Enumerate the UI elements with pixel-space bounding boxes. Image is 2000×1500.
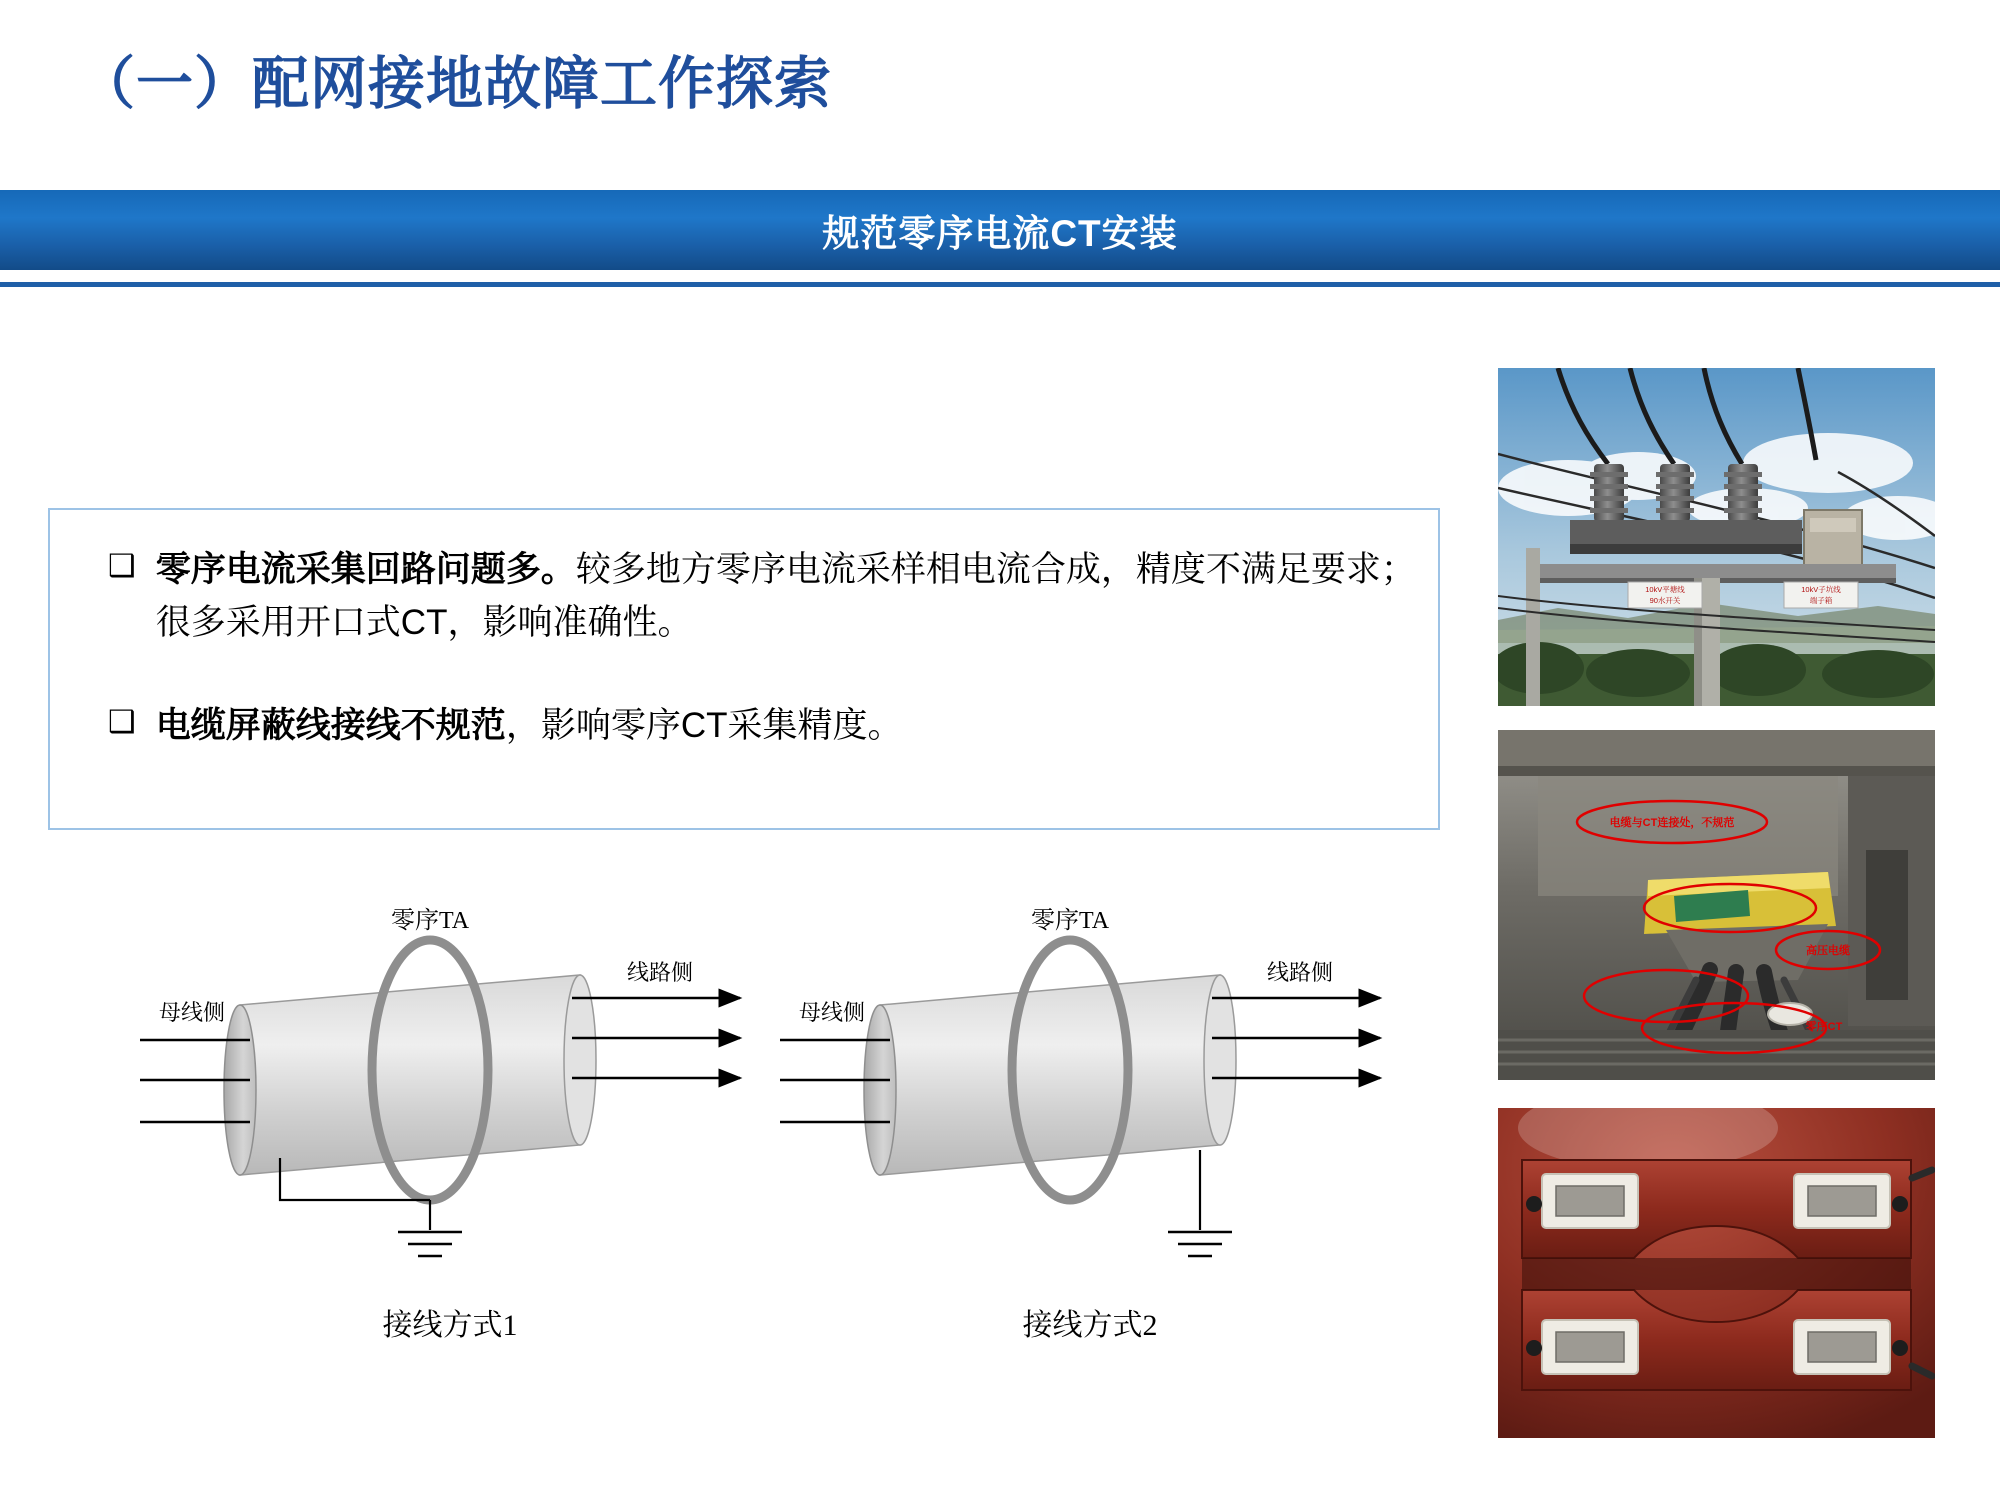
line-side-arrows	[1212, 998, 1380, 1078]
bullet-item-1	[108, 544, 1418, 649]
bullet-text-2	[156, 700, 903, 753]
svg-text:高压电缆: 高压电缆	[1806, 945, 1850, 957]
diagram-caption-2: 接线方式2	[1022, 1309, 1158, 1342]
svg-text:零序CT: 零序CT	[1805, 1021, 1843, 1033]
bullet-item-2	[108, 700, 1418, 753]
bullet-marker-icon: ❑	[108, 548, 136, 584]
bullet-text-1	[156, 544, 1418, 649]
ct-label-2: 零序TA	[1030, 908, 1110, 934]
cable-termination-cabinet-photo	[1498, 730, 1935, 1080]
wiring-diagram-1	[140, 900, 760, 1360]
svg-text:90水开关: 90水开关	[1649, 596, 1681, 605]
cable-body	[224, 975, 596, 1175]
bullet-panel	[48, 508, 1440, 830]
bullet-text-2-strong: 电缆屏蔽线接线不规范	[155, 706, 506, 745]
svg-text:10kV平塘线: 10kV平塘线	[1645, 585, 1685, 594]
diagram-area	[60, 900, 1450, 1360]
bullet-text-1-strong: 零序电流采集回路问题多。	[155, 550, 576, 589]
split-core-ct-photo	[1498, 1108, 1935, 1438]
section-banner-label: 规范零序电流CT安装	[822, 213, 1178, 254]
bullet-text-2-rest: ，影响零序CT采集精度。	[505, 706, 903, 745]
bullet-text-1-rest: 较多地方零序电流采样相电流合成，精度不满足要求；很多采用开口式CT，影响准确性。	[155, 550, 1416, 642]
ground-symbol	[398, 1232, 462, 1256]
busbar-label-2: 母线侧	[798, 1000, 866, 1025]
banner-underline	[0, 282, 2000, 287]
svg-text:10kV子坑线: 10kV子坑线	[1801, 585, 1841, 594]
ground-symbol	[1168, 1232, 1232, 1256]
section-banner	[0, 190, 2000, 270]
page-title: （一）配网接地故障工作探索	[78, 52, 832, 116]
wiring-diagram-2	[780, 900, 1400, 1360]
svg-text:端子箱: 端子箱	[1809, 596, 1833, 605]
line-side-arrows	[572, 998, 740, 1078]
line-label-1: 线路侧	[626, 960, 694, 985]
cable-body	[864, 975, 1236, 1175]
diagram-caption-1: 接线方式1	[382, 1309, 518, 1342]
ct-label-1: 零序TA	[390, 908, 470, 934]
line-label-2: 线路侧	[1266, 960, 1334, 985]
svg-text:电缆与CT连接处，不规范: 电缆与CT连接处，不规范	[1609, 817, 1735, 829]
bullet-marker-icon: ❑	[108, 704, 136, 740]
pole-mounted-switch-photo	[1498, 368, 1935, 706]
busbar-label-1: 母线侧	[158, 1000, 226, 1025]
